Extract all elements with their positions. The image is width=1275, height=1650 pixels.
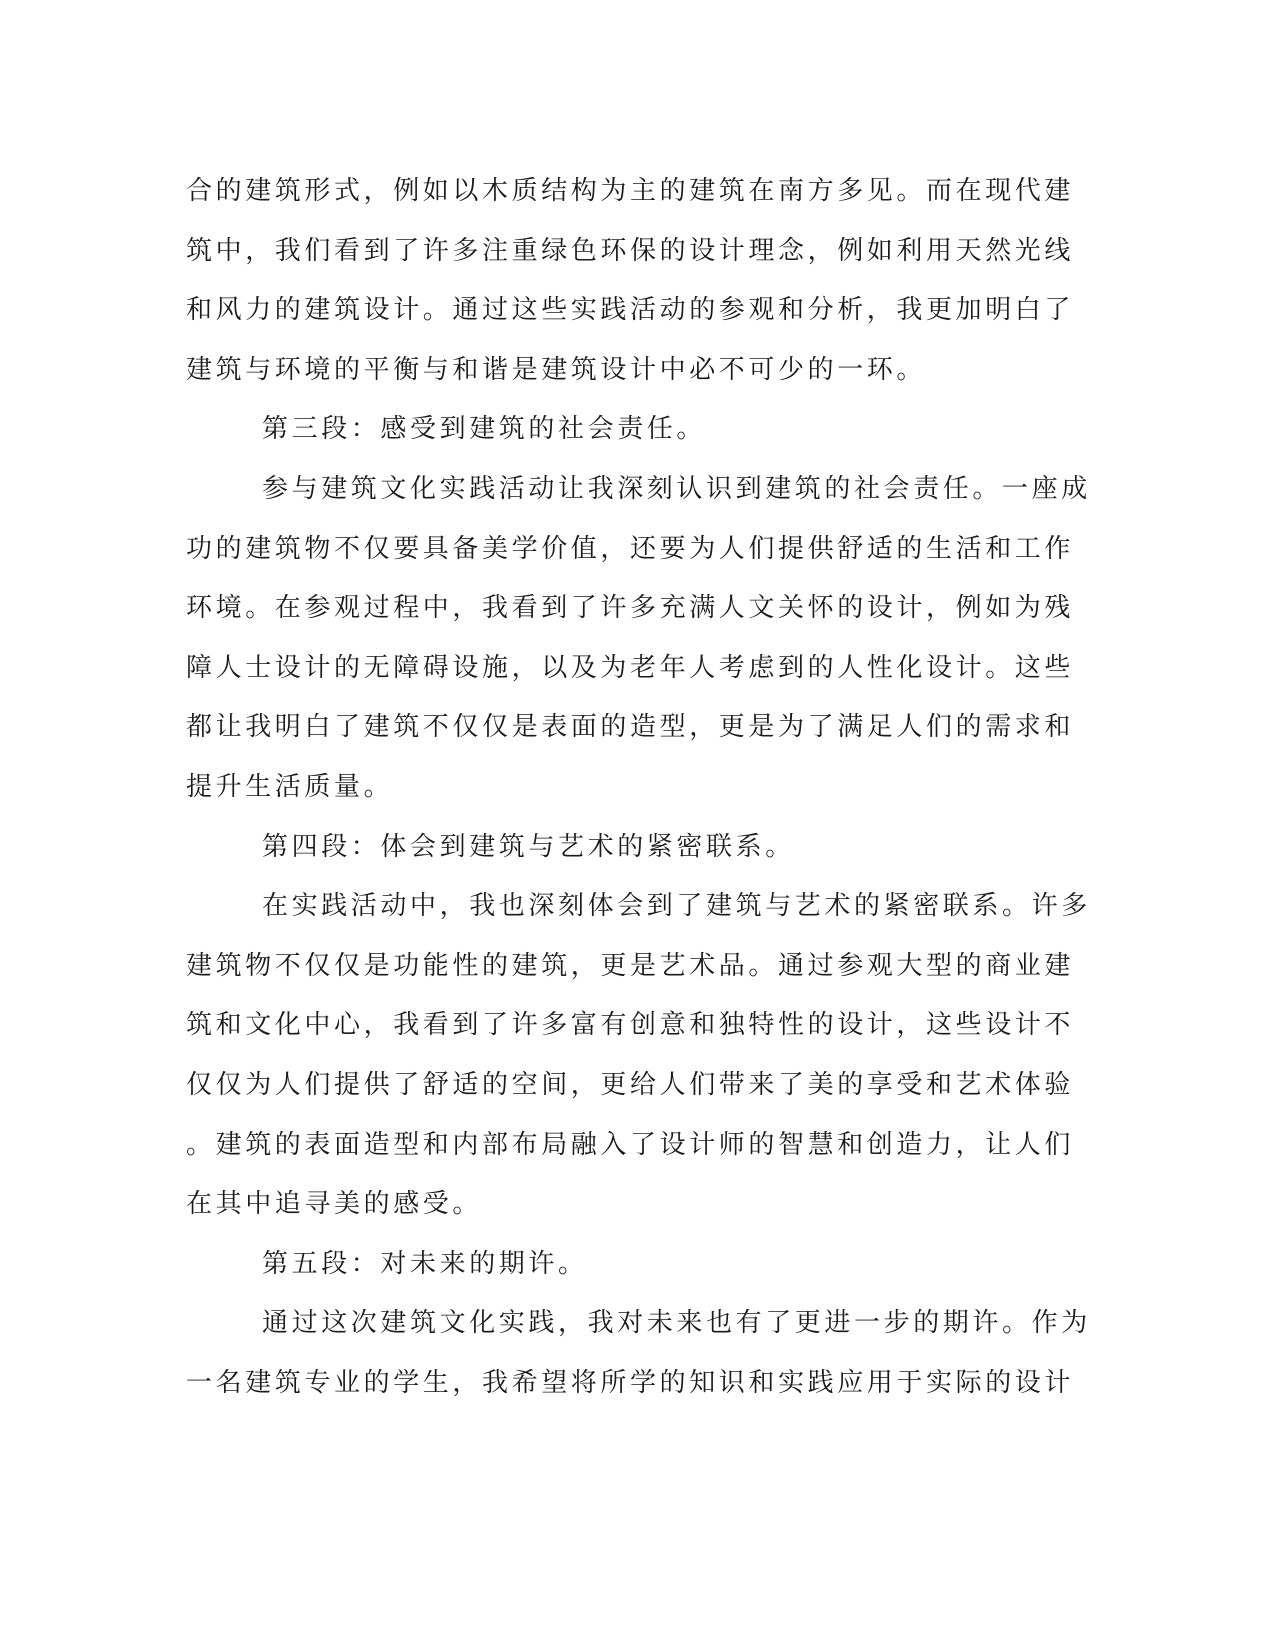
- text-line: 筑和文化中心，我看到了许多富有创意和独特性的设计，这些设计不: [186, 1010, 1075, 1041]
- text-line: 合的建筑形式，例如以木质结构为主的建筑在南方多见。而在现代建: [186, 176, 1075, 206]
- text-line: 功的建筑物不仅要具备美学价值，还要为人们提供舒适的生活和工作: [186, 533, 1075, 564]
- text-line: 筑中，我们看到了许多注重绿色环保的设计理念，例如利用天然光线: [186, 235, 1075, 266]
- text-line: 障人士设计的无障碍设施，以及为老年人考虑到的人性化设计。这些: [186, 652, 1075, 683]
- text-line: 参与建筑文化实践活动让我深刻认识到建筑的社会责任。一座成: [262, 473, 1091, 504]
- text-line: 。建筑的表面造型和内部布局融入了设计师的智慧和创造力，让人们: [186, 1129, 1075, 1160]
- document-body: [186, 162, 1091, 1413]
- section-heading: 第五段：对未来的期许。: [262, 1248, 588, 1279]
- text-line: 和风力的建筑设计。通过这些实践活动的参观和分析，我更加明白了: [186, 295, 1075, 326]
- section-heading: 第四段：体会到建筑与艺术的紧密联系。: [262, 831, 795, 862]
- text-line: 建筑与环境的平衡与和谐是建筑设计中必不可少的一环。: [186, 354, 927, 385]
- text-line: 都让我明白了建筑不仅仅是表面的造型，更是为了满足人们的需求和: [186, 712, 1075, 743]
- text-line: 提升生活质量。: [186, 771, 394, 802]
- text-line: 通过这次建筑文化实践，我对未来也有了更进一步的期许。作为: [262, 1308, 1091, 1339]
- text-line: 在实践活动中，我也深刻体会到了建筑与艺术的紧密联系。许多: [262, 891, 1091, 922]
- text-line: 环境。在参观过程中，我看到了许多充满人文关怀的设计，例如为残: [186, 593, 1075, 624]
- text-line: 一名建筑专业的学生，我希望将所学的知识和实践应用于实际的设计: [186, 1367, 1075, 1398]
- text-line: 建筑物不仅仅是功能性的建筑，更是艺术品。通过参观大型的商业建: [186, 950, 1075, 981]
- section-heading: 第三段：感受到建筑的社会责任。: [262, 414, 707, 445]
- text-line: 在其中追寻美的感受。: [186, 1189, 483, 1220]
- text-line: 仅仅为人们提供了舒适的空间，更给人们带来了美的享受和艺术体验: [186, 1069, 1075, 1100]
